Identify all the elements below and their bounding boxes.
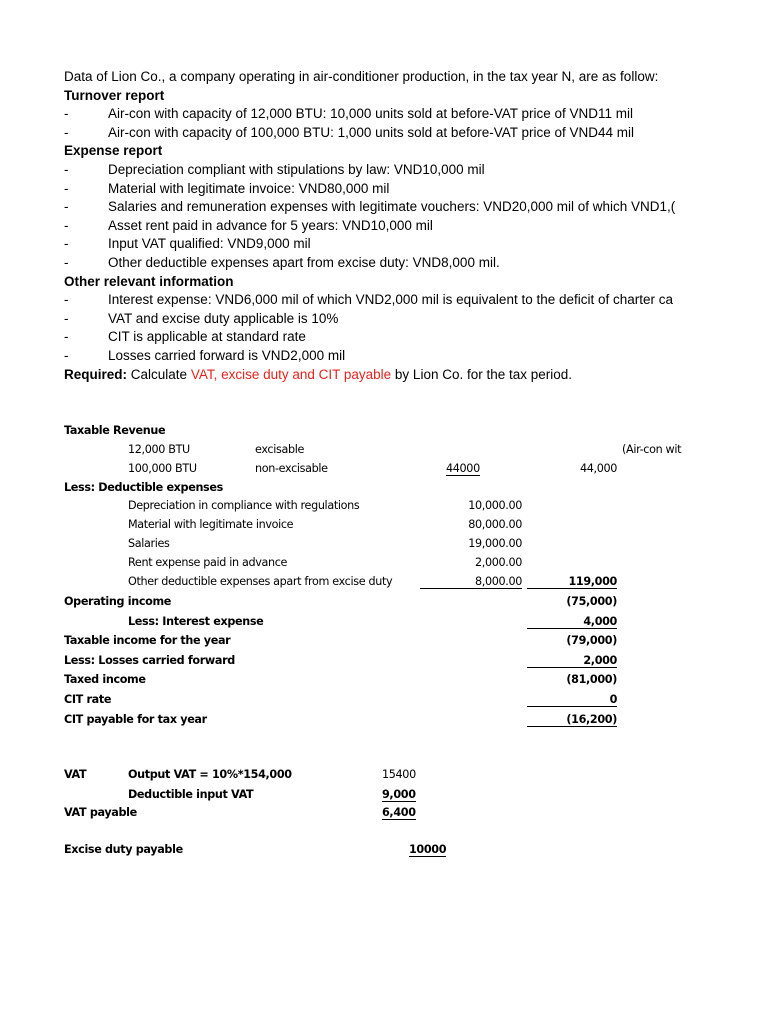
list-item: - Losses carried forward is VND2,000 mil <box>64 347 346 363</box>
list-item: - Air-con with capacity of 100,000 BTU: 1,000 units sold at before-VAT price of VND44 mil <box>64 124 634 140</box>
taxable-income-label: Taxable income for the year <box>64 634 231 647</box>
btu100-total: 44,000 <box>579 462 617 475</box>
list-item: - Salaries and remuneration expenses with legitimate vouchers: VND20,000 mil of which VND1,( <box>64 199 676 215</box>
input-vat-label: Deductible input VAT <box>128 788 254 801</box>
deduction-amount: 8,000.00 <box>420 575 522 589</box>
list-item: - CIT is applicable at standard rate <box>64 329 306 345</box>
vat-label: VAT <box>64 768 87 781</box>
taxable-revenue-heading: Taxable Revenue <box>64 424 166 437</box>
taxed-income-label: Taxed income <box>64 673 146 686</box>
output-vat-value: 15400 <box>382 768 416 781</box>
deduction-amount: 2,000.00 <box>474 556 522 569</box>
btu100-amount: 44000 <box>446 462 480 475</box>
vat-payable-value: 6,400 <box>382 806 416 819</box>
btu12-note: (Air-con wit <box>622 443 682 456</box>
cit-payable-label: CIT payable for tax year <box>64 713 207 726</box>
cit-payable-value: (16,200) <box>527 713 617 727</box>
input-vat-value: 9,000 <box>382 788 416 801</box>
list-item: - Air-con with capacity of 12,000 BTU: 10,000 units sold at before-VAT price of VND11 mil <box>64 106 633 122</box>
less-interest-value: 4,000 <box>527 615 617 629</box>
btu100-type: non-excisable <box>255 462 328 475</box>
deductions-total: 119,000 <box>527 575 617 589</box>
required-highlight: VAT, excise duty and CIT payable <box>190 366 392 382</box>
deduction-amount: 80,000.00 <box>468 518 522 531</box>
list-item: - Depreciation compliant with stipulations by law: VND10,000 mil <box>64 161 485 177</box>
less-deductible-heading: Less: Deductible expenses <box>64 481 223 494</box>
cit-rate-value: 0 <box>527 693 617 707</box>
excise-label: Excise duty payable <box>64 843 183 856</box>
operating-income-value: (75,000) <box>566 595 617 608</box>
output-vat-label: Output VAT = 10%*154,000 <box>128 768 292 781</box>
turnover-heading: Turnover report <box>64 87 165 103</box>
list-item: - Input VAT qualified: VND9,000 mil <box>64 236 311 252</box>
list-item: - Material with legitimate invoice: VND80,000 mil <box>64 180 390 196</box>
required-line: Required: Calculate VAT, excise duty and CIT payable by Lion Co. for the tax period. <box>64 366 573 382</box>
less-losses-label: Less: Losses carried forward <box>64 654 235 667</box>
btu12-type: excisable <box>255 443 304 456</box>
less-interest-label: Less: Interest expense <box>128 615 264 628</box>
deduction-label: Salaries <box>128 537 170 550</box>
deduction-label: Depreciation in compliance with regulations <box>128 499 360 512</box>
btu100-label: 100,000 BTU <box>128 462 197 475</box>
less-losses-value: 2,000 <box>527 654 617 668</box>
btu12-label: 12,000 BTU <box>128 443 190 456</box>
other-heading: Other relevant information <box>64 273 234 289</box>
operating-income-label: Operating income <box>64 595 171 608</box>
list-item: - Asset rent paid in advance for 5 years: VND10,000 mil <box>64 217 433 233</box>
excise-value: 10000 <box>409 843 447 856</box>
problem-statement <box>64 68 768 384</box>
expense-heading: Expense report <box>64 143 163 159</box>
list-item: - Other deductible expenses apart from excise duty: VND8,000 mil. <box>64 254 500 270</box>
deduction-label: Material with legitimate invoice <box>128 518 294 531</box>
deduction-amount: 10,000.00 <box>468 499 522 512</box>
deduction-label: Rent expense paid in advance <box>128 556 288 569</box>
taxable-income-value: (79,000) <box>566 634 617 647</box>
list-item: - Interest expense: VND6,000 mil of which VND2,000 mil is equivalent to the deficit of charter ca <box>64 292 674 308</box>
deduction-amount: 19,000.00 <box>468 537 522 550</box>
taxed-income-value: (81,000) <box>566 673 617 686</box>
deduction-label: Other deductible expenses apart from excise duty <box>128 575 393 588</box>
vat-payable-label: VAT payable <box>64 806 137 819</box>
cit-rate-label: CIT rate <box>64 693 112 706</box>
statement-intro: Data of Lion Co., a company operating in air-conditioner production, in the tax year N, are as follow: <box>64 69 659 84</box>
list-item: - VAT and excise duty applicable is 10% <box>64 310 339 326</box>
